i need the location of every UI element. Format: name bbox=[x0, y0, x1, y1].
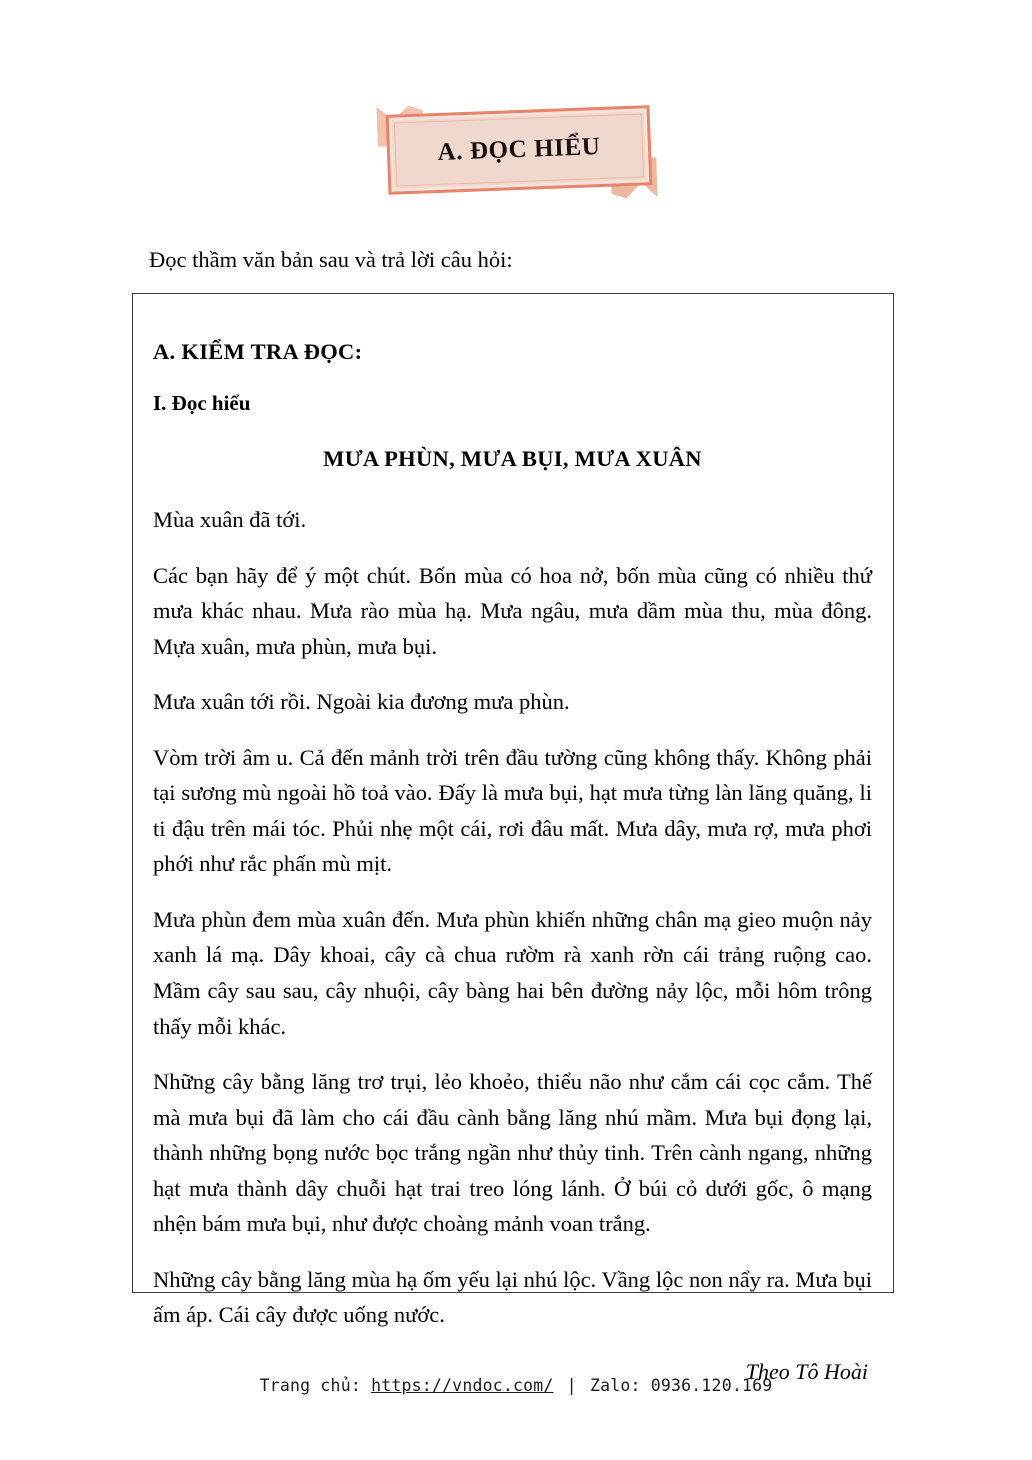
banner-title: A. ĐỌC HIỂU bbox=[437, 133, 601, 166]
footer-contact: Zalo: 0936.120.169 bbox=[589, 1376, 773, 1395]
passage-title: MƯA PHÙN, MƯA BỤI, MƯA XUÂN bbox=[323, 446, 702, 471]
reading-passage-box bbox=[132, 293, 894, 1384]
banner-ribbon bbox=[373, 96, 659, 206]
passage-attribution: Theo Tô Hoài bbox=[745, 1358, 868, 1384]
footer-website-link[interactable]: https://vndoc.com/ bbox=[371, 1376, 554, 1395]
page-banner bbox=[0, 96, 1032, 216]
passage-paragraph: Mưa phùn đem mùa xuân đến. Mưa phùn khiến những chân mạ gieo muộn nảy xanh lá mạ. Dây khoai, cây cà chua rườm rà xanh rờn cái trảng ruộng cao. Mầm cây sau sau, cây nhuội, cây bàng hai bên đường nảy lộc, mỗi hôm trông thấy mỗi khác. bbox=[153, 906, 872, 1039]
passage-paragraph: Những cây bằng lăng trơ trụi, lẻo khoẻo, thiểu não như cắm cái cọc cắm. Thế mà mưa bụi đã làm cho cái đầu cành bằng lăng nhú mầm. Mưa bụi đọng lại, thành những bọng nước bọc trắng ngần như thủy tinh. Trên cành ngang, những hạt mưa thành dây chuỗi hạt trai treo lóng lánh. Ở búi cỏ dưới gốc, ô mạng nhện bám mưa bụi, như được choàng mảnh voan trắng. bbox=[153, 1069, 872, 1237]
passage-paragraph: Mùa xuân đã tới. bbox=[153, 507, 307, 532]
reading-passage-content bbox=[133, 294, 893, 1385]
instruction-text: Đọc thầm văn bản sau và trả lời câu hỏi: bbox=[149, 247, 513, 272]
footer-label: Trang chủ: bbox=[259, 1376, 361, 1395]
passage-paragraph: Các bạn hãy để ý một chút. Bốn mùa có hoa nở, bốn mùa cũng có nhiều thứ mưa khác nhau. Mưa rào mùa hạ. Mưa ngâu, mưa dầm mùa thu, mùa đông. Mựa xuân, mưa phùn, mưa bụi. bbox=[153, 562, 872, 659]
passage-paragraph: Những cây bằng lăng mùa hạ ốm yếu lại nhú lộc. Vầng lộc non nẩy ra. Mưa bụi ấm áp. Cái cây được uống nước. bbox=[153, 1266, 872, 1328]
passage-paragraph: Vòm trời âm u. Cả đến mảnh trời trên đầu tường cũng không thấy. Không phải tại sương mù ngoài hồ toả vào. Đấy là mưa bụi, hạt mưa từng làn lăng quăng, li ti đậu trên mái tóc. Phủi nhẹ một cái, rơi đâu mất. Mưa dây, mưa rợ, mưa phơi phới như rắc phấn mù mịt. bbox=[153, 744, 872, 877]
footer-separator: | bbox=[566, 1376, 577, 1395]
section-heading-a: A. KIỂM TRA ĐỌC: bbox=[153, 339, 363, 364]
section-heading-i: I. Đọc hiểu bbox=[153, 391, 251, 415]
passage-paragraph: Mưa xuân tới rồi. Ngoài kia đương mưa phùn. bbox=[153, 689, 570, 715]
banner-plate bbox=[386, 105, 653, 195]
page-footer bbox=[0, 1376, 1032, 1395]
